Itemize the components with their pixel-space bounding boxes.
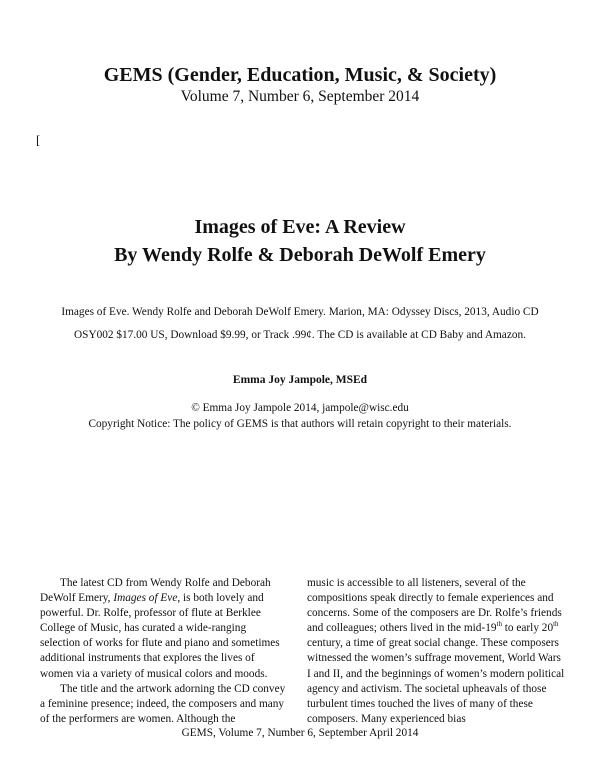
text-span: music is accessible to all listeners, several of the compositions speak directly to female experiences and concerns. Some of the composers are Dr. Rolfe’s friends and colleagues; others lived in the mid-19	[307, 577, 562, 635]
superscript: th	[553, 620, 559, 629]
text-span: The latest CD from Wendy Rolfe and Deborah DeWolf Emery,	[40, 577, 271, 605]
citation	[40, 301, 560, 347]
author-name: Emma Joy Jampole, MSEd	[232, 374, 368, 386]
citation-line-2: OSY002 $17.00 US, Download $9.99, or Track .99¢. The CD is available at CD Baby and Amazon.	[74, 329, 526, 341]
copyright-notice: Copyright Notice: The policy of GEMS is that authors will retain copyright to their materials.	[88, 418, 512, 430]
copyright-line: © Emma Joy Jampole 2014, jampole@wisc.edu	[191, 402, 409, 414]
body-column-left	[40, 576, 288, 727]
article-title-line-1: Images of Eve: A Review	[194, 216, 406, 238]
journal-volume-line: Volume 7, Number 6, September 2014	[180, 88, 420, 105]
journal-title: GEMS (Gender, Education, Music, & Society)	[103, 64, 497, 86]
article-title	[0, 213, 600, 269]
body-paragraph-2: The title and the artwork adorning the CD convey a feminine presence; indeed, the composers and many of the performers are women. Although the	[40, 682, 286, 725]
stray-bracket-mark: [	[36, 132, 41, 147]
superscript: th	[496, 620, 502, 629]
copyright-block	[0, 400, 600, 432]
page-footer: GEMS, Volume 7, Number 6, September April 2014	[181, 727, 419, 739]
text-span: to early 20	[501, 622, 554, 635]
citation-line-1: Images of Eve. Wendy Rolfe and Deborah DeWolf Emery. Marion, MA: Odyssey Discs, 2013, Audio CD	[61, 306, 539, 318]
text-span: , is both lovely and powerful. Dr. Rolfe, professor of flute at Berklee College of Music, has curated a wide-ranging selection of works for flute and piano and sometimes additional instruments that explores the lives of women via a variety of musical colors and moods.	[40, 592, 280, 680]
album-title-italic: Images of Eve	[113, 592, 178, 605]
article-title-line-2: By Wendy Rolfe & Deborah DeWolf Emery	[114, 244, 486, 266]
body-column-right	[307, 576, 565, 727]
text-span: century, a time of great social change. These composers witnessed the women’s suffrage movement, World Wars I and II, and the beginnings of women’s modern political agency and activism. The societal upheavals of those turbulent times touched the lives of many of these composers. Many experienced bias	[307, 637, 565, 725]
body-paragraph-3	[307, 576, 565, 727]
body-paragraph-1	[40, 576, 288, 682]
